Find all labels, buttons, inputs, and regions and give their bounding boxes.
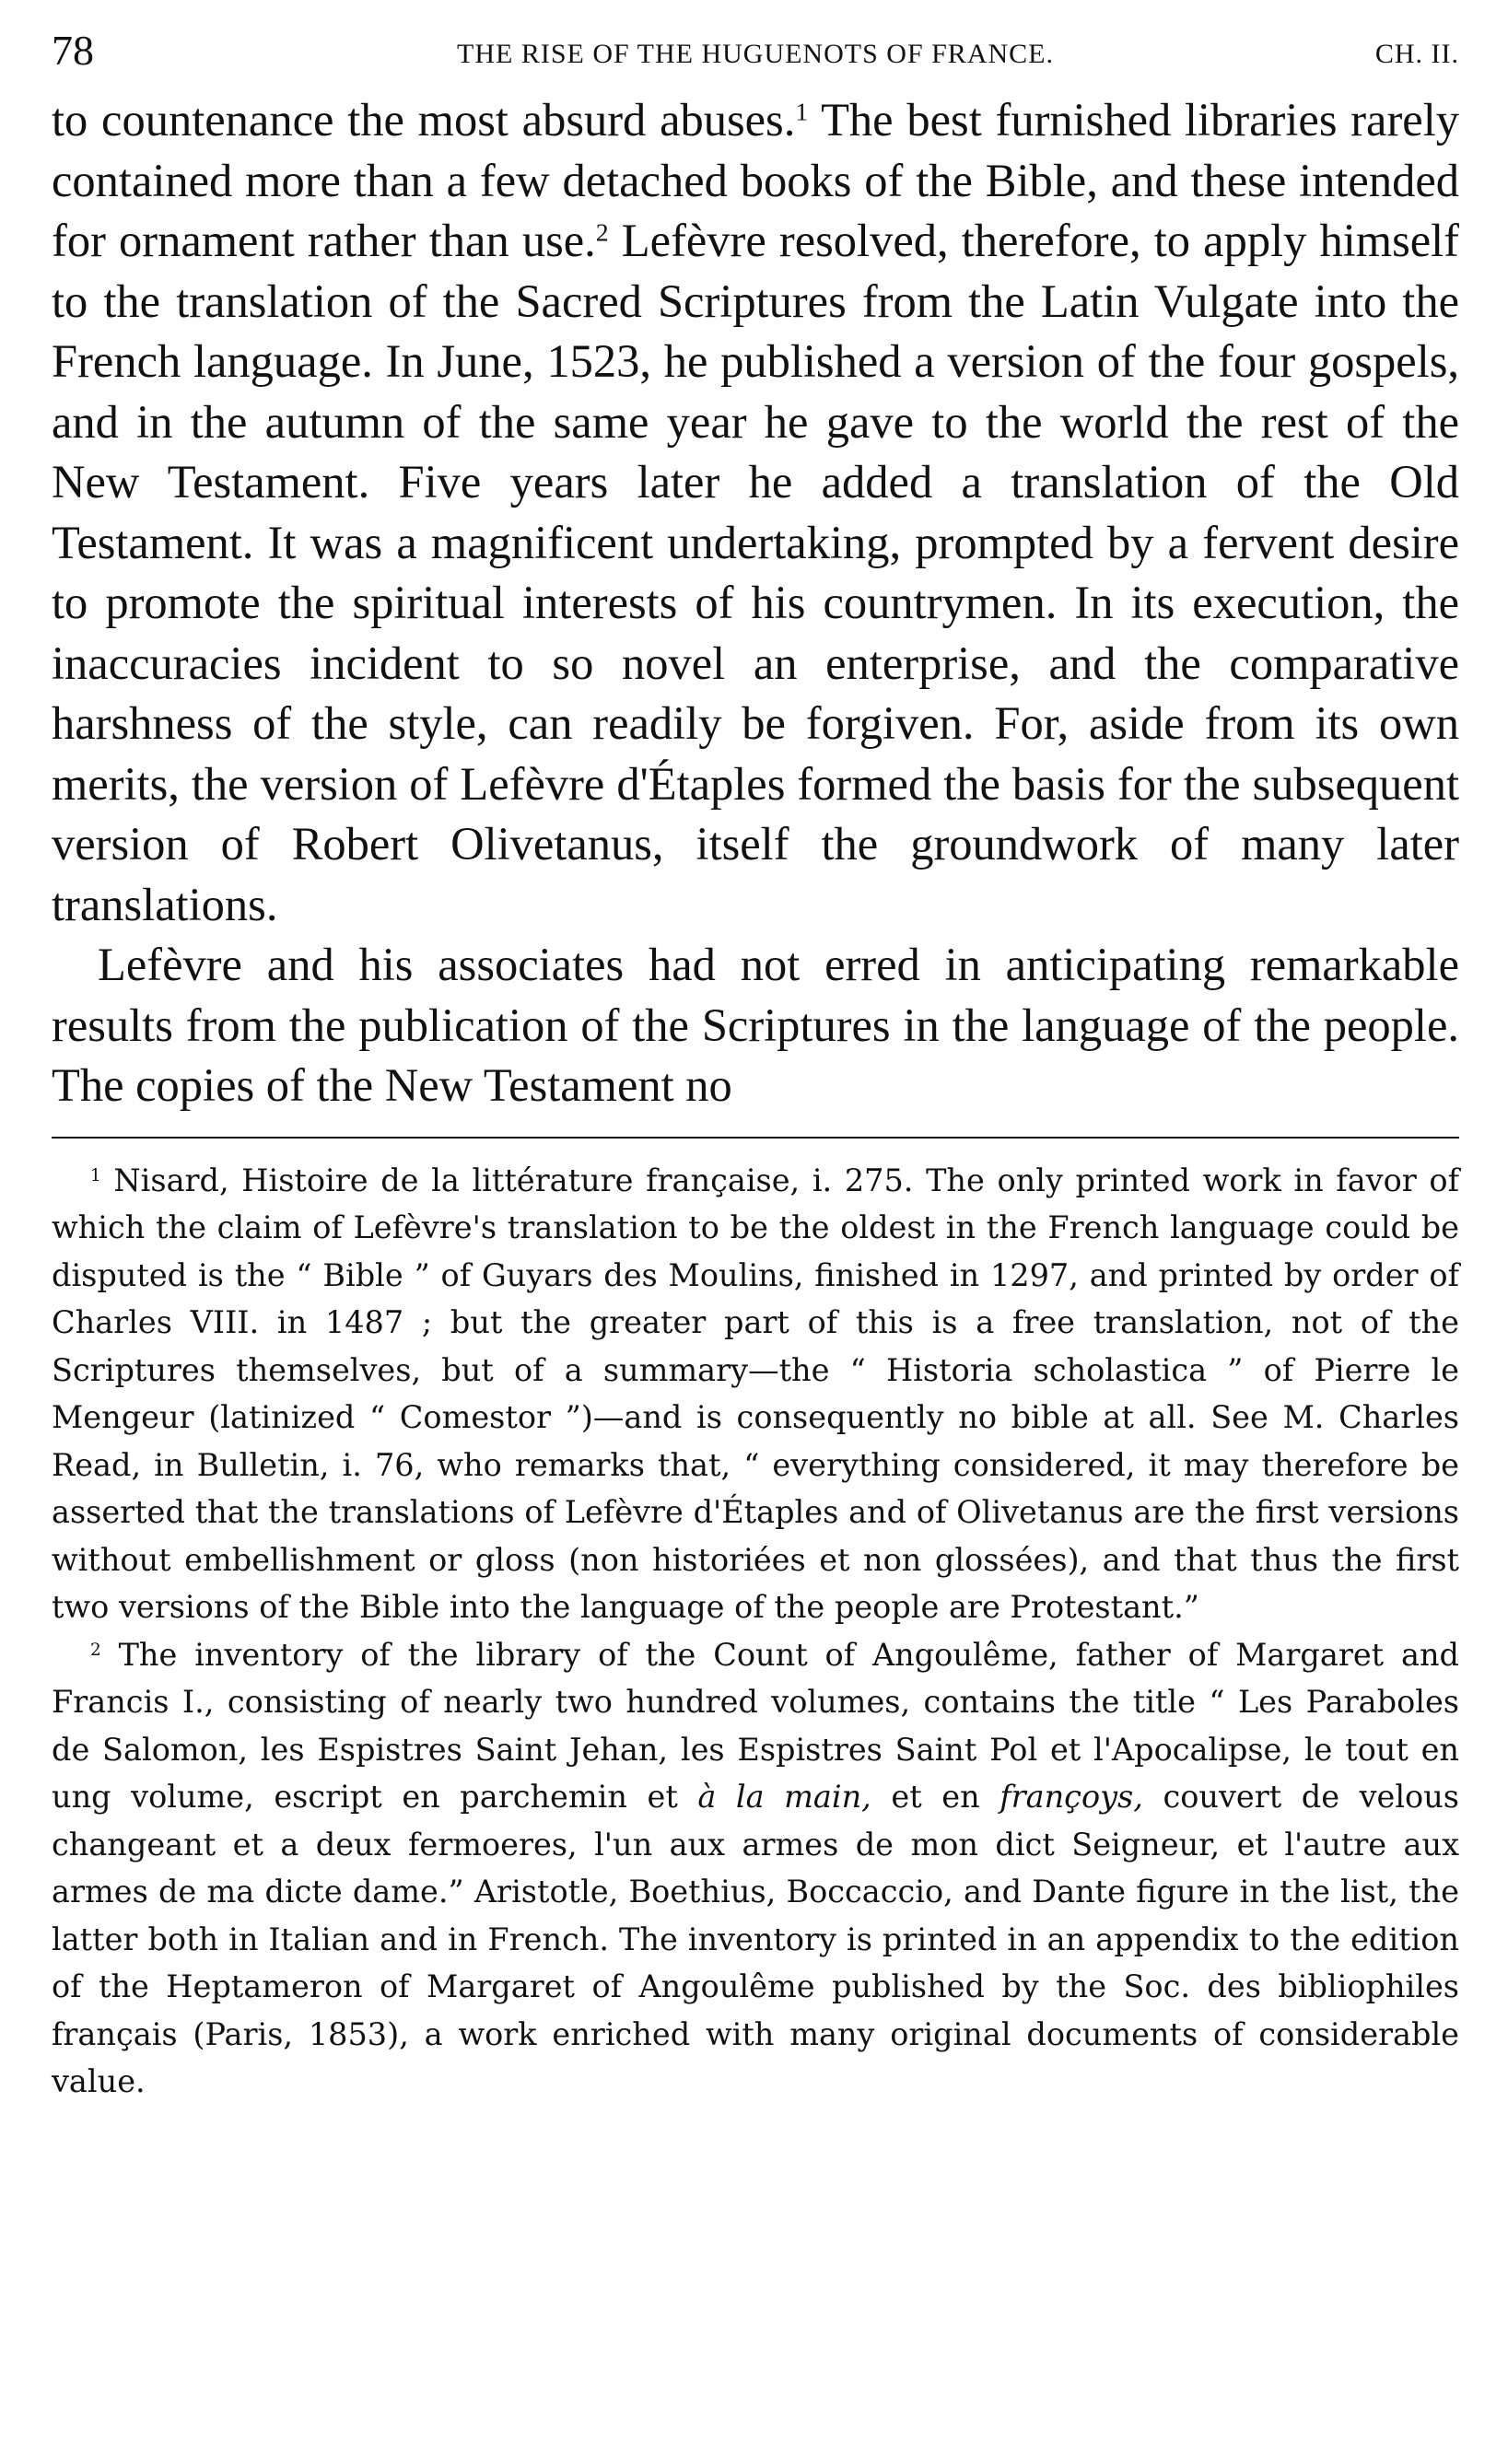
footnote-2-marker: 2	[90, 1640, 101, 1660]
book-page	[52, 26, 1459, 2106]
paragraph-1-part-1: to countenance the most absurd abuses.	[52, 94, 796, 146]
footnote-1	[52, 1157, 1459, 1631]
footnote-2-part-2: et en	[871, 1779, 1000, 1815]
footnote-rule	[52, 1137, 1459, 1139]
footnote-ref-2: 2	[595, 218, 609, 248]
footnote-2-italic-2: françoys,	[999, 1779, 1143, 1815]
footnote-ref-1: 1	[795, 98, 809, 127]
footnote-2-part-1: The inventory of the library of the Count of Angoulême, father of Margaret and Francis I., consisting of nearly two hundred volumes, contains the title “ Les Paraboles de Salomon, les Espistres Saint Jehan, les Espistres Saint Pol et l'Apocalipse, le tout en ung volume, escript en parchemin et	[52, 1636, 1459, 1815]
main-text	[52, 90, 1459, 1116]
running-head	[52, 26, 1459, 90]
footnote-1-text: Nisard, Histoire de la littérature française, i. 275. The only printed work in favor of which the claim of Lefèvre's translation to be the oldest in the French language could be disputed is the “ Bible ” of Guyars des Moulins, finished in 1297, and printed by order of Charles VIII. in 1487 ; but the greater part of this is a free translation, not of the Scriptures themselves, but of a summary—the “ Historia scholastica ” of Pierre le Mengeur (latinized “ Comestor ”)—and is consequently no bible at all. See M. Charles Read, in Bulletin, i. 76, who remarks that, “ everything considered, it may therefore be asserted that the translations of Lefèvre d'Étaples and of Olivetanus are the first versions without embellishment or gloss (non historiées et non glossées), and that thus the first two versions of the Bible into the language of the people are Protestant.”	[52, 1162, 1459, 1625]
paragraph-2: Lefèvre and his associates had not erred in anticipating remarkable results from the publication of the Scriptures in the language of the people. The copies of the New Testament no	[52, 939, 1459, 1111]
chapter-reference: CH. II.	[1374, 39, 1459, 69]
paragraph-1-part-3: Lefèvre resolved, therefore, to apply himself to the translation of the Sacred Scriptures from the Latin Vulgate into the French language. In June, 1523, he published a version of the four gospels, and in the autumn of the same year he gave to the world the rest of the New Testament. Five years later he added a translation of the Old Testament. It was a magnificent undertaking, prompted by a fervent desire to promote the spiritual interests of his countrymen. In its execution, the inaccuracies incident to so novel an enterprise, and the comparative harshness of the style, can readily be forgiven. For, aside from its own merits, the version of Lefèvre d'Étaples formed the basis for the subsequent version of Robert Olivetanus, itself the groundwork of many later translations.	[52, 215, 1459, 930]
running-title: THE RISE OF THE HUGUENOTS OF FRANCE.	[457, 39, 1054, 69]
footnote-2	[52, 1631, 1459, 2106]
paragraph-1-part-2: The best furnished libraries rarely contained more than a few detached books of the Bible, and these intended for ornament rather than use.	[52, 94, 1459, 266]
page-number: 78	[52, 27, 94, 74]
paragraph-1	[52, 90, 1459, 935]
footnotes	[52, 1157, 1459, 2106]
footnote-2-italic-1: à la main,	[697, 1779, 871, 1815]
footnote-1-marker: 1	[90, 1165, 101, 1185]
footnote-2-part-3: couvert de velous changeant et a deux fermoeres, l'un aux armes de mon dict Seigneur, et l'autre aux armes de ma dicte dame.” Aristotle, Boethius, Boccaccio, and Dante figure in the list, the latter both in Italian and in French. The inventory is printed in an appendix to the edition of the Heptameron of Margaret of Angoulême published by the Soc. des bibliophiles français (Paris, 1853), a work enriched with many original documents of considerable value.	[52, 1779, 1459, 2099]
